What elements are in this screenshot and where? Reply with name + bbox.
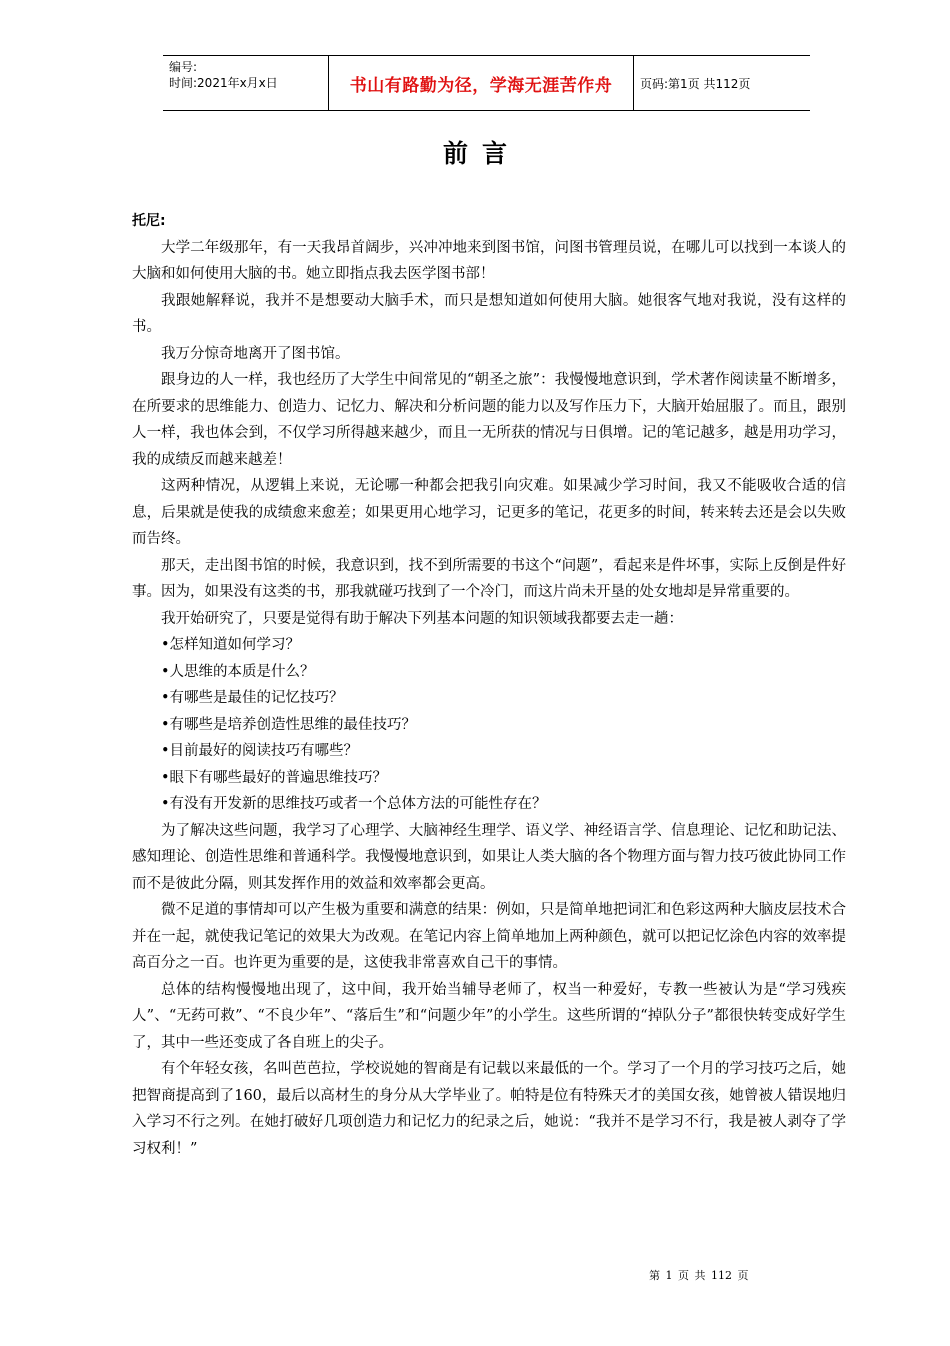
- document-header: [163, 55, 810, 111]
- salutation: 托尼:: [132, 213, 166, 229]
- paragraph: 总体的结构慢慢地出现了，这中间，我开始当辅导老师了，权当一种爱好，专教一些被认为是“学习残疾人”、“无药可救”、“不良少年”、“落后生”和“问题少年”的小学生。这些所谓的“掉队分子”都很快转变成好学生了，其中一些还变成了各自班上的尖子。: [132, 981, 846, 1051]
- paragraph: 有个年轻女孩，名叫芭芭拉，学校说她的智商是有记载以来最低的一个。学习了一个月的学习技巧之后，她把智商提高到了160，最后以高材生的身分从大学毕业了。帕特是位有特殊天才的美国女孩，她曾被人错误地归入学习不行之列。在她打破好几项创造力和记忆力的纪录之后，她说：“我并不是学习不行，我是被人剥夺了学习权利！”: [132, 1061, 846, 1157]
- paragraph: 跟身边的人一样，我也经历了大学生中间常见的“朝圣之旅”：我慢慢地意识到，学术著作阅读量不断增多，在所要求的思维能力、创造力、记忆力、解决和分析问题的能力以及写作压力下，大脑开始屈服了。而且，跟别人一样，我也体会到，不仅学习所得越来越少，而且一无所获的情况与日俱增。记的笔记越多，越是用功学习，我的成绩反而越来越差！: [132, 372, 846, 468]
- paragraph: 我开始研究了，只要是觉得有助于解决下列基本问题的知识领域我都要去走一趟：: [161, 610, 683, 627]
- document-body: [132, 208, 846, 1162]
- bullet-item: •怎样知道如何学习？: [161, 637, 301, 653]
- paragraph: 那天，走出图书馆的时候，我意识到，找不到所需要的书这个“问题”，看起来是件坏事，实际上反倒是件好事。因为，如果没有这类的书，那我就碰巧找到了一个冷门，而这片尚未开垦的处女地却是异常重要的。: [132, 557, 846, 600]
- bullet-item: •有哪些是培养创造性思维的最佳技巧？: [161, 716, 417, 733]
- paragraph: 大学二年级那年，有一天我昂首阔步，兴冲冲地来到图书馆，问图书管理员说，在哪儿可以找到一本谈人的大脑和如何使用大脑的书。她立即指点我去医学图书部！: [132, 239, 846, 282]
- bullet-item: •人思维的本质是什么？: [161, 663, 315, 680]
- paragraph: 为了解决这些问题，我学习了心理学、大脑神经生理学、语义学、神经语言学、信息理论、记忆和助记法、感知理论、创造性思维和普通科学。我慢慢地意识到，如果让人类大脑的各个物理方面与智力技巧彼此协同工作而不是彼此分隔，则其发挥作用的效益和效率都会更高。: [132, 822, 846, 892]
- bullet-item: •有没有开发新的思维技巧或者一个总体方法的可能性存在？: [161, 796, 547, 812]
- bullet-item: •目前最好的阅读技巧有哪些？: [161, 743, 359, 759]
- page-footer: 第 1 页 共 112 页: [649, 1269, 749, 1282]
- bullet-item: •有哪些是最佳的记忆技巧？: [161, 690, 344, 706]
- header-meta-cell: [163, 56, 329, 110]
- header-motto: 书山有路勤为径，学海无涯苦作舟: [329, 56, 634, 110]
- header-time-label: 时间:2021年x月x日: [169, 76, 278, 90]
- header-number-label: 编号:: [169, 60, 198, 74]
- header-page-info: 页码:第1页 共112页: [640, 76, 751, 91]
- bullet-item: •眼下有哪些最好的普遍思维技巧？: [161, 769, 388, 786]
- paragraph: 这两种情况，从逻辑上来说，无论哪一种都会把我引向灾难。如果减少学习时间，我又不能吸收合适的信息，后果就是使我的成绩愈来愈差；如果更用心地学习，记更多的笔记，花更多的时间，转来转去还是会以失败而告终。: [132, 478, 846, 547]
- page-title: 前言: [442, 139, 521, 168]
- paragraph: 微不足道的事情却可以产生极为重要和满意的结果：例如，只是简单地把词汇和色彩这两种大脑皮层技术合并在一起，就使我记笔记的效果大为改观。在笔记内容上简单地加上两种颜色，就可以把记忆涂色内容的效率提高百分之一百。也许更为重要的是，这使我非常喜欢自己干的事情。: [132, 902, 846, 971]
- paragraph: 我跟她解释说，我并不是想要动大脑手术，而只是想知道如何使用大脑。她很客气地对我说，没有这样的书。: [132, 292, 846, 335]
- paragraph: 我万分惊奇地离开了图书馆。: [161, 345, 350, 362]
